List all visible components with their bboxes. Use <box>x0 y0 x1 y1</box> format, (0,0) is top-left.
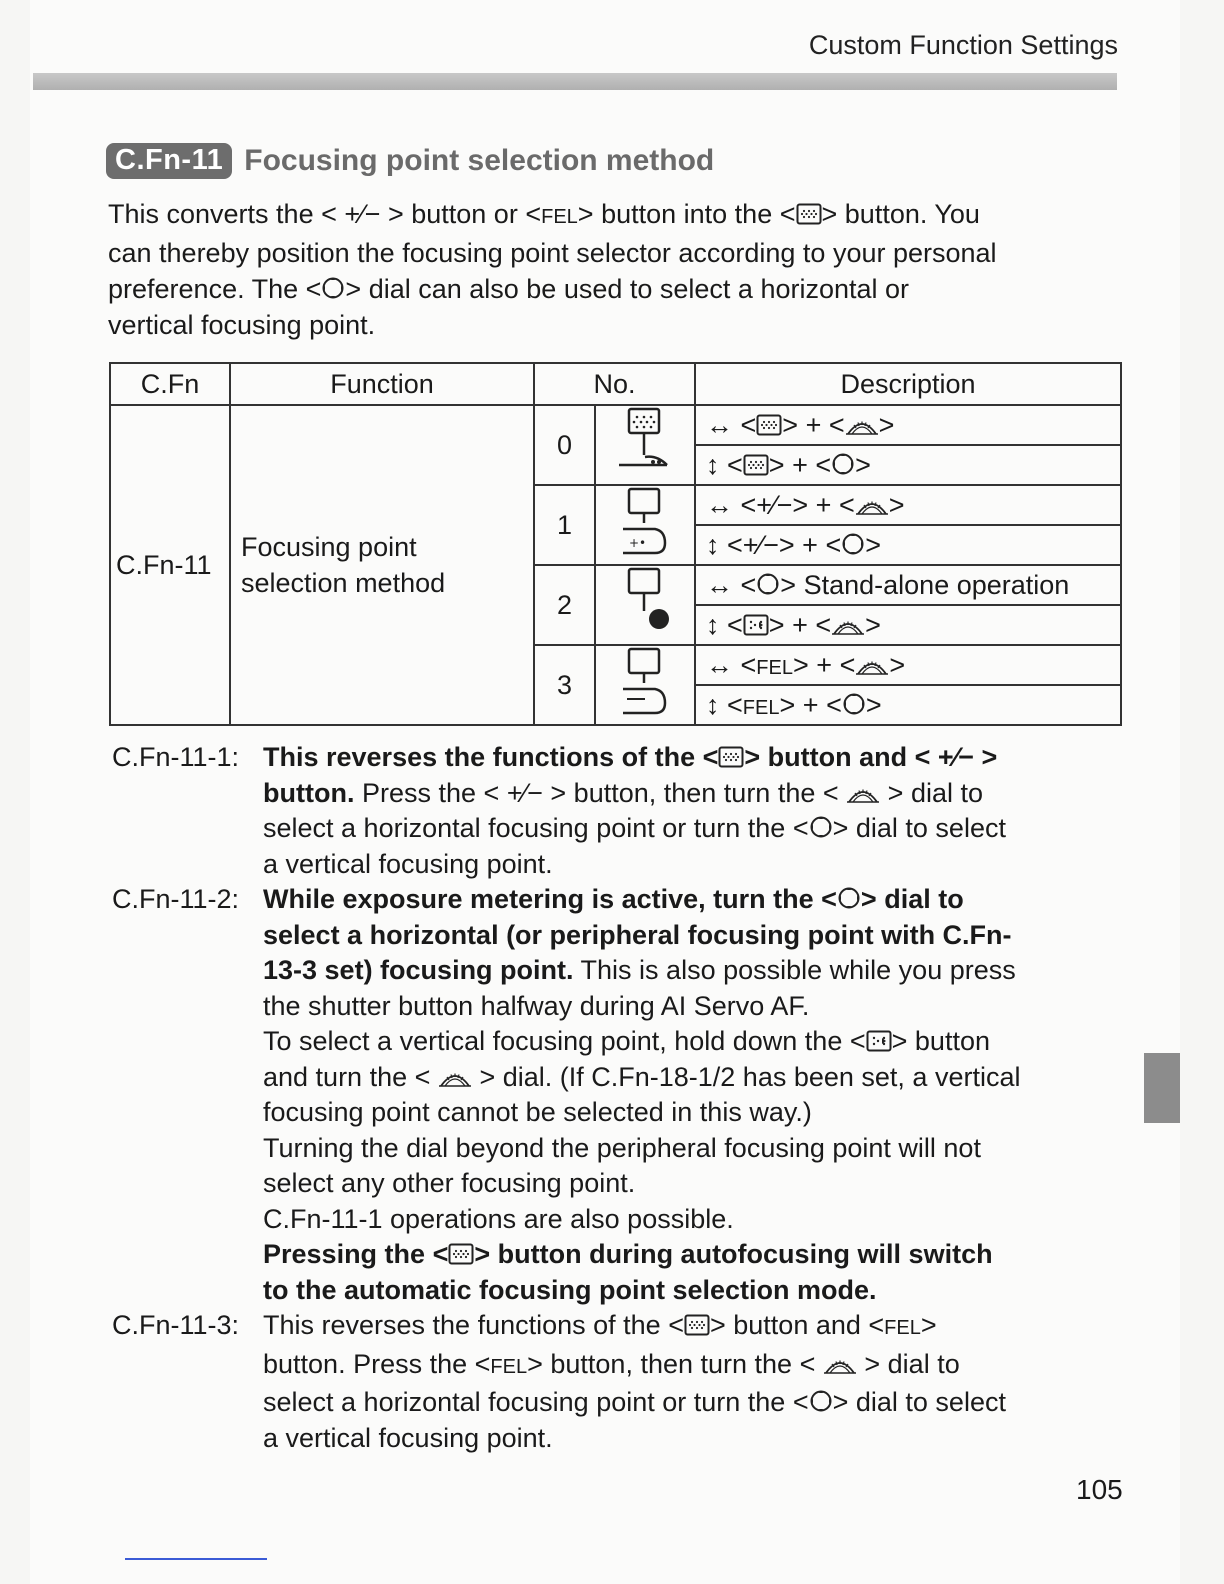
col-header-cfn: C.Fn <box>110 363 230 405</box>
quick-control-dial-icon <box>841 532 865 556</box>
quick-control-dial-icon <box>809 815 833 839</box>
fel-icon: FEL <box>884 1317 921 1339</box>
col-header-description: Description <box>695 363 1121 405</box>
quick-control-dial-icon <box>321 276 345 300</box>
intro-paragraph: This converts the < +⁄− > button or <FEL> button into the < > button. You can thereby position the focusing point selector according to your personal preference. The < > dial can also be used to select a horizontal or vertical focusing point. <box>108 196 1118 343</box>
function-name: Focusing point selection method <box>230 405 534 725</box>
cfn-table <box>109 362 1122 726</box>
note-cfn-11-2: C.Fn-11-2: While exposure metering is active, turn the < > dial to select a horizontal (or peripheral focusing point with C.Fn- 13-3 set) focusing point. This is also possible while you press the shutter button halfway during AI Servo AF. To select a vertical focusing point, hold down the < > button and turn the < > dial. (If C.Fn-18-1/2 has been set, a vertical focusing point cannot be selected in this way.) Turning the dial beyond the peripheral focusing point will not select any other focusing point. C.Fn-11-1 operations are also possible. Pressing the < > button during autofocusing will switch to the automatic focusing point selection mode. <box>112 882 1122 1308</box>
note-label: C.Fn-11-1: <box>112 742 240 772</box>
bottom-link-bar <box>125 1558 267 1560</box>
setting-number: 0 <box>534 405 595 485</box>
af-point-selection-icon <box>684 1314 710 1336</box>
vertical-arrow-icon: ↕ <box>706 449 720 480</box>
main-dial-icon <box>855 656 889 676</box>
af-point-selection-icon <box>743 454 769 476</box>
main-dial-icon <box>823 1355 857 1375</box>
af-point-selection-icon <box>448 1243 474 1265</box>
note-label: C.Fn-11-3: <box>112 1310 240 1340</box>
notes-list <box>112 740 1122 1456</box>
fel-icon: FEL <box>742 696 780 719</box>
svg-text:+•: +• <box>629 535 647 550</box>
assist-button-icon <box>866 1030 892 1052</box>
page-number: 105 <box>1076 1474 1123 1505</box>
setting-number: 1 <box>534 485 595 565</box>
description-vertical: ↕ < > + < > <box>695 445 1121 485</box>
main-dial-icon <box>846 784 880 804</box>
main-dial-icon <box>831 616 865 636</box>
fel-icon: FEL <box>490 1355 528 1378</box>
quick-control-dial-icon <box>831 452 855 476</box>
main-dial-icon <box>845 416 879 436</box>
description-vertical: ↕ < > + < > <box>695 605 1121 645</box>
setting-number: 3 <box>534 645 595 725</box>
af-point-selection-icon <box>796 203 822 225</box>
quick-control-dial-icon <box>756 572 780 596</box>
description-horizontal: ↔ <+⁄−> + < > <box>695 485 1121 525</box>
fel-icon: FEL <box>541 206 578 228</box>
af-point-selection-icon <box>718 746 744 768</box>
header-rule <box>33 73 1117 90</box>
description-vertical: ↕ <FEL> + < > <box>695 685 1121 725</box>
description-horizontal: ↔ <FEL> + < > <box>695 645 1121 685</box>
camera-setting-0-icon <box>595 405 695 485</box>
note-label: C.Fn-11-2: <box>112 884 240 914</box>
page-header-title: Custom Function Settings <box>808 30 1118 60</box>
exposure-comp-icon: +⁄− <box>937 742 974 772</box>
camera-setting-1-icon <box>595 485 695 565</box>
section-title: Focusing point selection method <box>244 144 715 177</box>
horizontal-arrow-icon: ↔ <box>706 409 733 440</box>
col-header-no: No. <box>534 363 695 405</box>
cfn-tag: C.Fn-11 <box>106 143 232 179</box>
exposure-comp-icon: +⁄− <box>344 199 381 229</box>
col-header-function: Function <box>230 363 534 405</box>
main-dial-icon <box>438 1068 472 1088</box>
camera-setting-3-icon <box>595 645 695 725</box>
description-horizontal: ↔ < > + < > <box>695 405 1121 445</box>
note-cfn-11-3: C.Fn-11-3: This reverses the functions of the < > button and <FEL> button. Press the <FEL> button, then turn the < > dial to select a horizontal focusing point or turn the < > dial to select a vertical focusing point. <box>112 1308 1122 1456</box>
note-cfn-11-1: C.Fn-11-1: This reverses the functions of the < > button and < +⁄− > button. Press the < +⁄− > button, then turn the < > dial to select a horizontal focusing point or turn the < > dial to select a vertical focusing point. <box>112 740 1122 882</box>
setting-number: 2 <box>534 565 595 645</box>
af-point-selection-icon <box>756 414 782 436</box>
table-header-row <box>110 363 1121 405</box>
description-horizontal: ↔ < > Stand-alone operation <box>695 565 1121 605</box>
stand-alone-text: Stand-alone operation <box>803 569 1070 600</box>
assist-button-icon <box>743 614 769 636</box>
quick-control-dial-icon <box>842 692 866 716</box>
camera-setting-2-icon <box>595 565 695 645</box>
description-vertical: ↕ <+⁄−> + < > <box>695 525 1121 565</box>
quick-control-dial-icon <box>809 1389 833 1413</box>
quick-control-dial-icon <box>837 886 861 910</box>
fel-icon: FEL <box>756 656 793 679</box>
table-row <box>110 405 1121 445</box>
exposure-comp-icon: +⁄− <box>742 529 779 560</box>
cfn-number: C.Fn-11 <box>110 405 230 725</box>
section-heading <box>106 143 714 179</box>
side-thumb-tab <box>1144 1053 1180 1123</box>
main-dial-icon <box>855 496 889 516</box>
exposure-comp-icon: +⁄− <box>756 489 793 520</box>
